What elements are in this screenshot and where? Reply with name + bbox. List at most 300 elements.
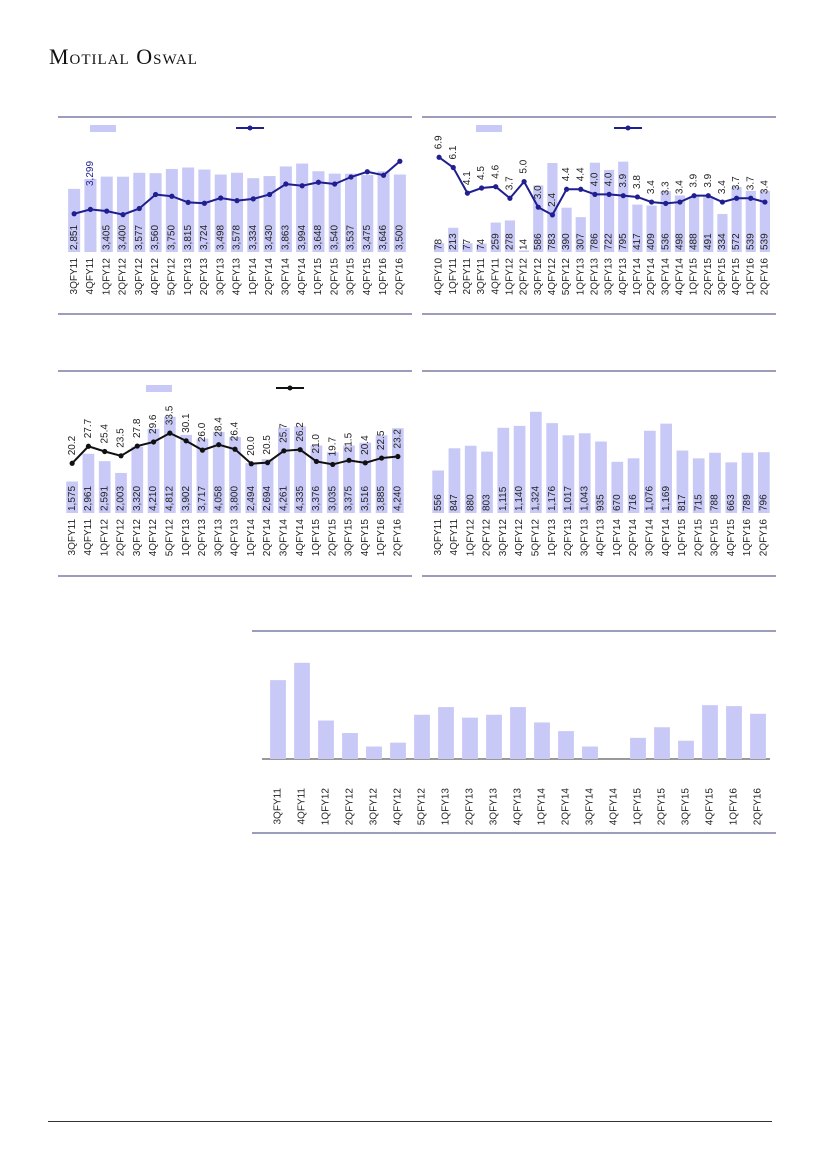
line-data-label: 26.4 [229, 421, 241, 442]
bar [318, 721, 334, 759]
bar-data-label: 3,035 [327, 485, 339, 511]
line-data-label: 3.9 [702, 173, 714, 188]
line-point [507, 196, 512, 201]
x-tick-label: 1QFY16 [728, 788, 740, 826]
line-point [86, 444, 91, 449]
line-point [135, 443, 140, 448]
bar-data-label: 3,750 [166, 224, 178, 250]
bar-data-label: 1,043 [579, 485, 591, 511]
x-tick-label: 4QFY14 [660, 519, 672, 557]
x-tick-label: 1QFY16 [742, 519, 754, 557]
line-data-label: 3.9 [617, 173, 629, 188]
line-data-label: 20.0 [245, 436, 257, 456]
x-tick-label: 1QFY16 [376, 519, 388, 557]
x-tick-label: 3QFY13 [603, 258, 615, 296]
line-data-label: 25.4 [99, 424, 111, 444]
line-point [381, 173, 386, 178]
x-tick-label: 2QFY13 [199, 258, 211, 296]
legend-line-marker [248, 126, 253, 131]
line-point [104, 209, 109, 214]
bar-data-label: 3,902 [180, 485, 192, 511]
line-point [706, 193, 711, 198]
x-tick-label: 3QFY15 [717, 258, 729, 296]
x-tick-label: 2QFY14 [628, 519, 640, 557]
x-tick-label: 3QFY13 [579, 519, 591, 557]
line-data-label: 2.4 [547, 192, 559, 207]
line-data-label: 27.7 [83, 418, 95, 439]
bar [534, 722, 550, 759]
line-point [493, 184, 498, 189]
bar [582, 746, 598, 759]
legend-bar-swatch [90, 125, 116, 132]
x-tick-label: 2QFY16 [392, 519, 404, 557]
bar [750, 714, 766, 759]
x-tick-label: 4QFY11 [490, 258, 502, 295]
x-tick-label: 4QFY11 [449, 519, 461, 556]
x-tick-label: 4QFY12 [148, 519, 160, 557]
x-tick-label: 4QFY12 [150, 258, 162, 296]
x-tick-label: 4QFY13 [595, 519, 607, 557]
x-tick-label: 1QFY12 [99, 519, 111, 557]
line-point [395, 454, 400, 459]
chart-panel-2 [422, 116, 776, 316]
x-tick-label: 1QFY12 [320, 788, 332, 826]
x-tick-label: 2QFY15 [702, 258, 714, 296]
x-tick-label: 4QFY11 [83, 519, 95, 556]
line-point [606, 192, 611, 197]
line-point [465, 191, 470, 196]
x-tick-label: 4QFY14 [296, 258, 308, 296]
bar [438, 707, 454, 759]
x-tick-label: 3QFY11 [272, 788, 284, 825]
bar-data-label: 259 [490, 233, 502, 250]
x-tick-label: 2QFY13 [589, 258, 601, 296]
line-point [436, 155, 441, 160]
bar-data-label: 2,694 [262, 485, 274, 511]
x-tick-label: 3QFY15 [680, 788, 692, 826]
bar-data-label: 2,494 [245, 485, 257, 511]
bar-data-label: 307 [575, 233, 587, 250]
line-point [298, 447, 303, 452]
line-data-label: 33.5 [164, 405, 176, 426]
line-point [536, 205, 541, 210]
footer-rule [48, 1121, 772, 1122]
line-data-label: 5.0 [518, 159, 530, 174]
line-point [363, 460, 368, 465]
line-point [346, 458, 351, 463]
bar [726, 706, 742, 759]
bar-data-label: 1,575 [66, 485, 78, 511]
x-tick-label: 3QFY13 [213, 519, 225, 557]
line-data-label: 3.7 [731, 176, 743, 191]
x-tick-label: 2QFY14 [646, 258, 658, 296]
x-tick-label: 2QFY13 [563, 519, 575, 557]
line-point [202, 201, 207, 206]
bar-data-label: 3,320 [131, 485, 143, 511]
x-tick-label: 4QFY13 [229, 519, 241, 557]
x-tick-label: 1QFY16 [745, 258, 757, 296]
line-point [232, 447, 237, 452]
line-point [218, 195, 223, 200]
line-point [102, 449, 107, 454]
line-point [184, 438, 189, 443]
bar-data-label: 334 [717, 233, 729, 250]
x-tick-label: 3QFY13 [488, 788, 500, 826]
bar-data-label: 788 [709, 494, 721, 511]
bar-data-label: 3,994 [296, 224, 308, 250]
line-data-label: 3.4 [759, 180, 771, 195]
bar-data-label: 213 [447, 233, 459, 250]
line-data-label: 4.4 [575, 167, 587, 182]
bar-data-label: 786 [589, 233, 601, 250]
bar-data-label: 3,400 [117, 224, 129, 250]
x-tick-label: 2QFY13 [197, 519, 209, 557]
bar [84, 179, 96, 252]
bar-data-label: 14 [518, 238, 530, 250]
line-point [70, 461, 75, 466]
bar-data-label: 3,578 [231, 224, 243, 250]
bar-data-label: 715 [693, 494, 705, 511]
bar [558, 731, 574, 759]
legend-bar-swatch [146, 385, 172, 392]
x-tick-label: 1QFY15 [311, 519, 323, 557]
chart-panel-1 [58, 116, 412, 316]
line-point [234, 198, 239, 203]
line-point [167, 431, 172, 436]
line-data-label: 3.7 [504, 176, 516, 191]
line-point [592, 192, 597, 197]
line-point [365, 169, 370, 174]
brand-logo: Motilal Oswal [49, 44, 198, 69]
x-tick-label: 2QFY12 [481, 519, 493, 557]
x-tick-label: 1QFY14 [245, 519, 257, 557]
x-tick-label: 2QFY12 [115, 519, 127, 557]
bar-data-label: 3,430 [264, 224, 276, 250]
line-point [281, 448, 286, 453]
bar-data-label: 3,885 [376, 485, 388, 511]
line-point [120, 212, 125, 217]
x-tick-label: 4QFY15 [361, 258, 373, 296]
bar-data-label: 3,334 [247, 224, 259, 250]
x-tick-label: 2QFY16 [752, 788, 764, 826]
x-tick-label: 1QFY15 [677, 519, 689, 557]
line-data-label: 6.1 [447, 145, 459, 160]
line-point [316, 180, 321, 185]
x-tick-label: 3QFY12 [497, 519, 509, 557]
line-data-label: 4.0 [603, 172, 615, 187]
bar-data-label: 556 [432, 494, 444, 511]
line-point [72, 211, 77, 216]
x-tick-label: 3QFY11 [476, 258, 488, 295]
x-tick-label: 3QFY15 [343, 519, 355, 557]
bar-data-label: 390 [561, 233, 573, 250]
x-tick-label: 4QFY12 [514, 519, 526, 557]
bar-data-label: 3,500 [394, 224, 406, 250]
line-data-label: 4.0 [589, 172, 601, 187]
x-tick-label: 3QFY14 [280, 258, 292, 296]
bar-data-label: 3,717 [197, 485, 209, 511]
bar-data-label: 3,375 [343, 485, 355, 511]
x-tick-label: 2QFY14 [262, 519, 274, 557]
bar [510, 707, 526, 759]
x-tick-label: 3QFY14 [660, 258, 672, 296]
line-data-label: 21.0 [311, 433, 323, 454]
bar [630, 738, 646, 759]
line-point [216, 442, 221, 447]
line-data-label: 3.0 [532, 185, 544, 200]
line-point [479, 185, 484, 190]
x-tick-label: 4QFY10 [433, 258, 445, 296]
line-data-label: 3.4 [674, 180, 686, 195]
bar-data-label: 935 [595, 494, 607, 511]
bar-data-label: 3,648 [313, 224, 325, 250]
line-data-label: 29.6 [148, 414, 160, 434]
x-tick-label: 5QFY12 [530, 519, 542, 557]
bar-data-label: 488 [688, 233, 700, 250]
x-tick-label: 4QFY15 [704, 788, 716, 826]
x-tick-label: 3QFY11 [68, 258, 80, 295]
bar [366, 746, 382, 759]
x-tick-label: 2QFY15 [693, 519, 705, 557]
x-tick-label: 3QFY15 [709, 519, 721, 557]
bar-data-label: 278 [504, 233, 516, 250]
bar [342, 733, 358, 759]
line-data-label: 30.1 [180, 413, 192, 433]
bar-data-label: 3,516 [359, 485, 371, 511]
chart-3 [58, 370, 412, 578]
bar-data-label: 722 [603, 233, 615, 250]
x-tick-label: 3QFY11 [432, 519, 444, 556]
bar-data-label: 1,140 [514, 485, 526, 511]
bar-data-label: 1,324 [530, 485, 542, 511]
chart-1 [58, 116, 412, 316]
bar-data-label: 498 [674, 233, 686, 250]
bar-data-label: 4,812 [164, 485, 176, 511]
line-point [649, 199, 654, 204]
line-point [88, 207, 93, 212]
bar-data-label: 803 [481, 494, 493, 511]
bar-data-label: 1,017 [563, 485, 575, 511]
bar-data-label: 2,851 [68, 224, 80, 250]
bar-data-label: 1,076 [644, 485, 656, 511]
line-point [451, 165, 456, 170]
bar-data-label: 1,115 [497, 486, 509, 511]
chart-panel-3 [58, 370, 412, 578]
bar-data-label: 716 [628, 494, 640, 511]
bar-data-label: 3,376 [311, 485, 323, 511]
x-tick-label: 2QFY16 [394, 258, 406, 296]
line-data-label: 6.9 [433, 135, 445, 150]
bar-data-label: 536 [660, 233, 672, 250]
bar [414, 715, 430, 759]
x-tick-label: 4QFY15 [359, 519, 371, 557]
line-data-label: 19.7 [327, 436, 339, 457]
bar-data-label: 817 [677, 494, 689, 511]
bar-data-label: 3,475 [361, 224, 373, 250]
line-point [169, 194, 174, 199]
chart-5 [252, 630, 776, 835]
x-tick-label: 3QFY11 [66, 519, 78, 556]
x-tick-label: 1QFY13 [180, 519, 192, 557]
x-tick-label: 2QFY13 [464, 788, 476, 826]
x-tick-label: 2QFY15 [327, 519, 339, 557]
x-tick-label: 1QFY13 [182, 258, 194, 296]
line-data-label: 22.5 [376, 430, 388, 451]
bar-data-label: 3,498 [215, 224, 227, 250]
bar-data-label: 1,169 [660, 485, 672, 511]
x-tick-label: 3QFY14 [278, 519, 290, 557]
line-point [300, 183, 305, 188]
legend-bar-swatch [476, 125, 502, 132]
bar-data-label: 4,210 [148, 485, 160, 511]
bar [270, 680, 286, 759]
bar-data-label: 3,577 [133, 224, 145, 250]
x-tick-label: 3QFY12 [131, 519, 143, 557]
line-data-label: 25.7 [278, 423, 290, 443]
bar-data-label: 2,003 [115, 485, 127, 511]
x-tick-label: 4QFY11 [85, 258, 97, 295]
chart-panel-5 [252, 630, 776, 835]
line-data-label: 3.8 [632, 175, 644, 189]
line-point [663, 201, 668, 206]
line-point [762, 199, 767, 204]
x-tick-label: 3QFY12 [532, 258, 544, 296]
x-tick-label: 5QFY12 [561, 258, 573, 296]
x-tick-label: 4QFY14 [294, 519, 306, 557]
line-data-label: 20.2 [66, 435, 78, 456]
x-tick-label: 1QFY14 [536, 788, 548, 826]
bar-data-label: 572 [731, 233, 743, 250]
bar-data-label: 670 [611, 494, 623, 511]
line-data-label: 28.4 [213, 417, 225, 437]
x-tick-label: 1QFY14 [247, 258, 259, 296]
x-tick-label: 1QFY12 [504, 258, 516, 296]
bar [678, 741, 694, 759]
line-data-label: 4.4 [561, 167, 573, 182]
x-tick-label: 4QFY13 [617, 258, 629, 296]
bar [294, 663, 310, 759]
line-point [635, 194, 640, 199]
x-tick-label: 4QFY13 [231, 258, 243, 296]
x-tick-label: 2QFY15 [656, 788, 668, 826]
x-tick-label: 1QFY16 [378, 258, 390, 296]
bar-data-label: 3,646 [378, 224, 390, 250]
line-point [186, 200, 191, 205]
line-point [677, 199, 682, 204]
line-data-label: 3.3 [660, 181, 672, 196]
bar-data-label: 3,863 [280, 224, 292, 250]
bar-data-label: 4,240 [392, 485, 404, 511]
bar [390, 743, 406, 759]
x-tick-label: 4QFY12 [547, 258, 559, 296]
line-data-label: 20.4 [359, 435, 371, 455]
line-point [578, 187, 583, 192]
x-tick-label: 1QFY11 [447, 258, 459, 295]
bar-data-label: 789 [742, 494, 754, 511]
bar-data-label: 1,176 [546, 485, 558, 511]
x-tick-label: 4QFY14 [674, 258, 686, 296]
x-tick-label: 4QFY11 [296, 788, 308, 825]
line-data-label: 20.5 [262, 435, 274, 455]
x-tick-label: 1QFY12 [465, 519, 477, 557]
bar-data-label: 3,537 [345, 224, 357, 250]
x-tick-label: 3QFY12 [368, 788, 380, 826]
line-data-label: 4.6 [490, 164, 502, 179]
line-data-label: 26.2 [294, 422, 306, 442]
x-tick-label: 2QFY14 [560, 788, 572, 826]
x-tick-label: 1QFY12 [101, 258, 113, 296]
bar-data-label: 539 [745, 233, 757, 250]
line-point [521, 179, 526, 184]
bar-data-label: 663 [725, 494, 737, 511]
x-tick-label: 2QFY12 [518, 258, 530, 296]
x-tick-label: 3QFY12 [133, 258, 145, 296]
chart-2 [422, 116, 776, 316]
bar-data-label: 3,299 [85, 160, 97, 186]
line-data-label: 23.2 [392, 429, 404, 449]
bar [702, 705, 718, 759]
line-point [200, 448, 205, 453]
line-point [137, 206, 142, 211]
bar-data-label: 409 [646, 233, 658, 250]
line-data-label: 3.4 [646, 180, 658, 195]
x-tick-label: 2QFY12 [117, 258, 129, 296]
line-point [267, 192, 272, 197]
x-tick-label: 1QFY15 [688, 258, 700, 296]
bar-data-label: 3,560 [150, 224, 162, 250]
line-point [314, 459, 319, 464]
bar-data-label: 77 [462, 238, 474, 250]
bar [486, 715, 502, 759]
line-point [564, 187, 569, 192]
line-point [118, 453, 123, 458]
x-tick-label: 1QFY13 [575, 258, 587, 296]
line-point [397, 159, 402, 164]
bar-data-label: 4,261 [278, 485, 290, 511]
x-tick-label: 1QFY14 [611, 519, 623, 557]
x-tick-label: 2QFY16 [758, 519, 770, 557]
x-tick-label: 5QFY12 [166, 258, 178, 296]
x-tick-label: 1QFY13 [440, 788, 452, 826]
line-data-label: 23.5 [115, 428, 127, 448]
x-tick-label: 1QFY15 [313, 258, 325, 296]
bar-data-label: 880 [465, 494, 477, 511]
line-series [439, 157, 765, 215]
x-tick-label: 4QFY15 [725, 519, 737, 557]
x-tick-label: 3QFY13 [215, 258, 227, 296]
line-data-label: 21.5 [343, 432, 355, 453]
x-tick-label: 1QFY13 [546, 519, 558, 557]
line-point [550, 212, 555, 217]
x-tick-label: 2QFY11 [462, 258, 474, 295]
x-tick-label: 2QFY12 [344, 788, 356, 826]
line-point [330, 462, 335, 467]
line-point [153, 192, 158, 197]
line-data-label: 3.7 [745, 176, 757, 191]
bar [654, 727, 670, 759]
legend-line-marker [288, 386, 293, 391]
bar-data-label: 3,815 [182, 224, 194, 250]
x-tick-label: 4QFY14 [608, 788, 620, 826]
x-tick-label: 1QFY14 [632, 258, 644, 296]
bar-data-label: 4,335 [294, 485, 306, 511]
bar [462, 718, 478, 759]
line-point [691, 193, 696, 198]
chart-panel-4 [422, 370, 776, 578]
line-point [332, 181, 337, 186]
bar-data-label: 74 [476, 238, 488, 250]
bar-data-label: 3,724 [199, 224, 211, 250]
